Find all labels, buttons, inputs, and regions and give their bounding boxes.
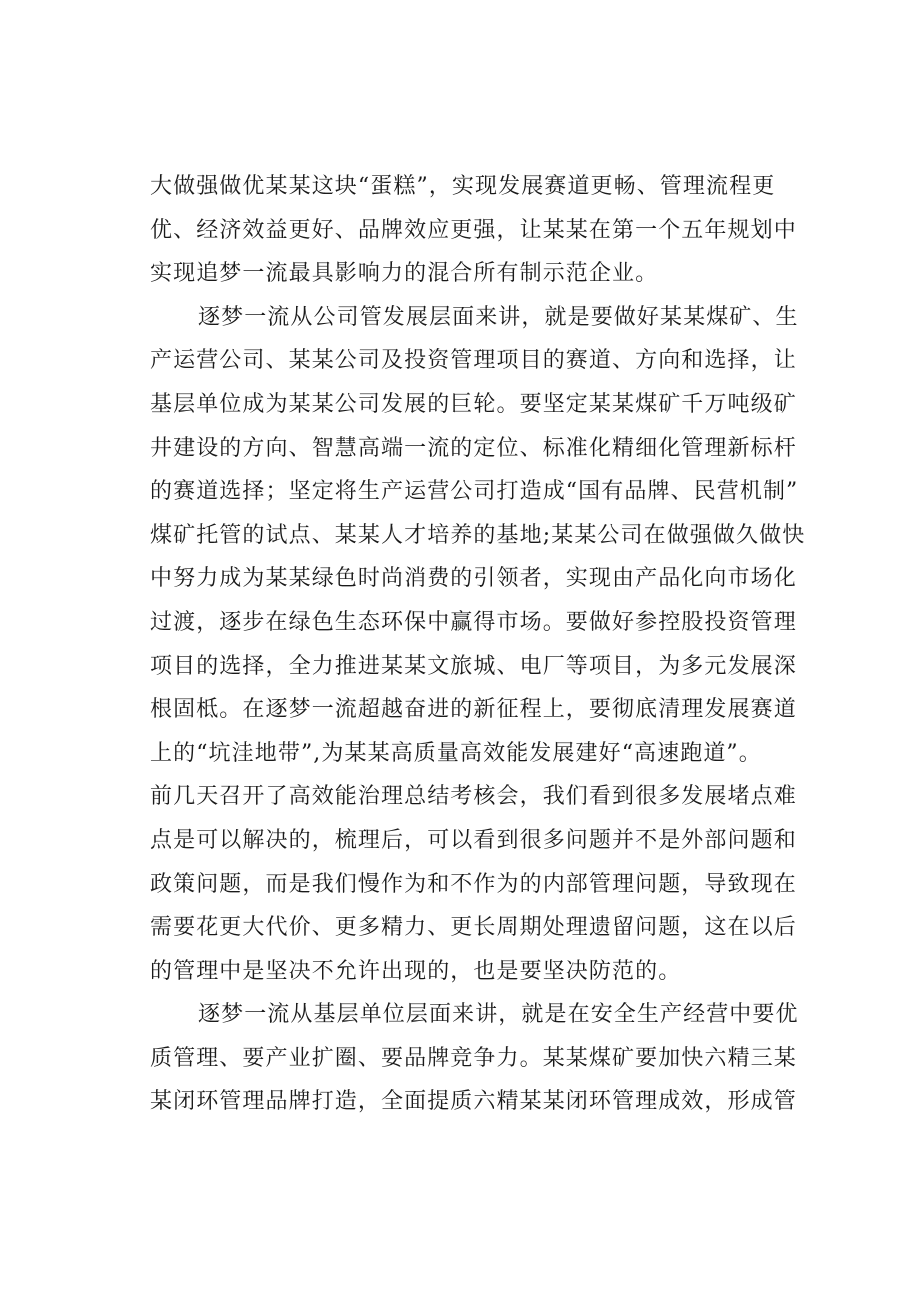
text-line: 实现追梦一流最具影响力的混合所有制示范企业。: [150, 261, 659, 287]
text-line: 优、经济效益更好、品牌效应更强，让某某在第一个五年规划中: [150, 217, 797, 243]
text-line: 需要花更大代价、更多精力、更长周期处理遗留问题，这在以后: [150, 915, 797, 941]
text-line: 基层单位成为某某公司发展的巨轮。要坚定某某煤矿千万吨级矿: [150, 391, 797, 417]
text-line: 逐梦一流从公司管发展层面来讲，就是要做好某某煤矿、生: [198, 304, 799, 330]
text-line: 的管理中是坚决不允许出现的，也是要坚决防范的。: [150, 958, 682, 984]
paragraph-2: [150, 296, 810, 994]
paragraph-1: [150, 165, 810, 296]
text-line: 井建设的方向、智慧高端一流的定位、标准化精细化管理新标杆: [150, 435, 797, 461]
text-line: 产运营公司、某某公司及投资管理项目的赛道、方向和选择，让: [150, 348, 797, 374]
text-line: 过渡，逐步在绿色生态环保中赢得市场。要做好参控股投资管理: [150, 609, 797, 635]
text-line: 大做强做优某某这块“蛋糕”，实现发展赛道更畅、管理流程更: [150, 174, 776, 199]
text-line: 项目的选择，全力推进某某文旅城、电厂等项目，为多元发展深: [150, 653, 797, 679]
text-line: 中努力成为某某绿色时尚消费的引领者，实现由产品化向市场化: [150, 566, 797, 592]
text-line: 煤矿托管的试点、某某人才培养的基地;某某公司在做强做久做快: [150, 522, 806, 548]
text-line: 质管理、要产业扩圈、要品牌竞争力。某某煤矿要加快六精三某: [150, 1045, 797, 1071]
text-line: 前几天召开了高效能治理总结考核会，我们看到很多发展堵点难: [150, 784, 797, 810]
text-line: 上的“坑洼地带”,为某某高质量高效能发展建好“高速跑道”。: [150, 740, 762, 766]
text-line: 政策问题，而是我们慢作为和不作为的内部管理问题，导致现在: [150, 871, 797, 897]
paragraph-3: [150, 993, 810, 1124]
text-line: 根固柢。在逐梦一流超越奋进的新征程上，要彻底清理发展赛道: [150, 697, 797, 723]
text-line: 某闭环管理品牌打造，全面提质六精某某闭环管理成效，形成管: [150, 1089, 797, 1115]
text-line: 逐梦一流从基层单位层面来讲，就是在安全生产经营中要优: [198, 1002, 799, 1028]
text-line: 的赛道选择；坚定将生产运营公司打造成“国有品牌、民营机制”: [150, 479, 799, 505]
text-line: 点是可以解决的，梳理后，可以看到很多问题并不是外部问题和: [150, 827, 797, 853]
document-body: [150, 165, 810, 1124]
